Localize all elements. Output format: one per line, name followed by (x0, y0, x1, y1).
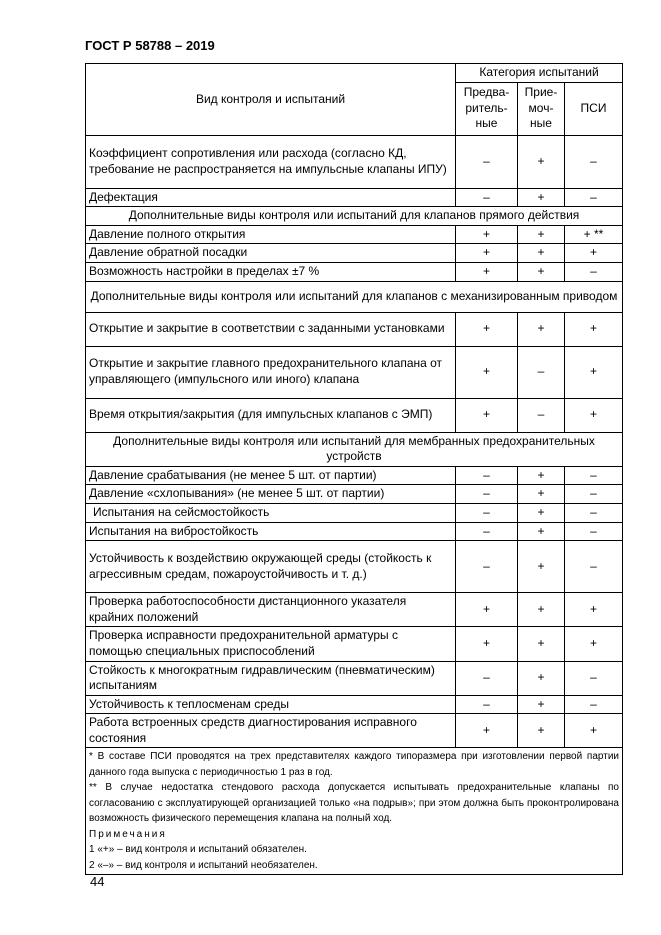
control-type-cell: Дефектация (86, 188, 456, 207)
acceptance-value-cell: + (518, 541, 565, 593)
acceptance-value-cell: + (518, 466, 565, 485)
psi-value-cell: – (565, 541, 623, 593)
control-type-cell: Проверка работоспособности дистанционного указателя крайних положений (86, 593, 456, 627)
table-row (86, 262, 623, 281)
psi-value-cell: + ** (565, 225, 623, 244)
section-header-row (86, 281, 623, 312)
acceptance-value-cell: + (518, 485, 565, 504)
psi-value-cell: + (565, 714, 623, 748)
psi-value-cell: – (565, 503, 623, 522)
control-type-cell: Время открытия/закрытия (для импульсных клапанов с ЭМП) (86, 398, 456, 432)
acceptance-value-cell: + (518, 262, 565, 281)
section-title: Дополнительные виды контроля или испытаний для клапанов прямого действия (86, 207, 623, 226)
section-header-row (86, 432, 623, 466)
preliminary-value-cell: + (456, 262, 518, 281)
control-type-cell: Открытие и закрытие главного предохранительного клапана от управляющего (импульсного или иного) клапана (86, 346, 456, 398)
header-row-1 (86, 64, 623, 83)
acceptance-value-cell: + (518, 503, 565, 522)
table-row (86, 188, 623, 207)
control-type-cell: Испытания на сейсмостойкость (86, 503, 456, 522)
acceptance-value-cell: + (518, 225, 565, 244)
table-row (86, 225, 623, 244)
preliminary-value-cell: + (456, 627, 518, 661)
preliminary-value-cell: – (456, 135, 518, 188)
column-group-header-category: Категория испытаний (456, 64, 623, 83)
preliminary-value-cell: + (456, 714, 518, 748)
psi-value-cell: – (565, 466, 623, 485)
table-row (86, 135, 623, 188)
preliminary-value-cell: – (456, 661, 518, 695)
preliminary-value-cell: + (456, 312, 518, 346)
table-row (86, 593, 623, 627)
acceptance-value-cell: + (518, 312, 565, 346)
preliminary-value-cell: + (456, 593, 518, 627)
preliminary-value-cell: + (456, 346, 518, 398)
column-header-preliminary: Предва- ритель- ные (456, 82, 518, 135)
acceptance-value-cell: – (518, 346, 565, 398)
table-row (86, 695, 623, 714)
note-2: 2 «–» – вид контроля и испытаний необязателен. (89, 859, 318, 871)
preliminary-value-cell: – (456, 188, 518, 207)
table-row (86, 627, 623, 661)
test-categories-table (85, 63, 623, 875)
preliminary-value-cell: – (456, 541, 518, 593)
psi-value-cell: + (565, 346, 623, 398)
table-row (86, 398, 623, 432)
psi-value-cell: – (565, 695, 623, 714)
acceptance-value-cell: + (518, 695, 565, 714)
column-header-control-type: Вид контроля и испытаний (86, 64, 456, 136)
acceptance-value-cell: + (518, 661, 565, 695)
preliminary-value-cell: – (456, 485, 518, 504)
psi-value-cell: – (565, 485, 623, 504)
control-type-cell: Коэффициент сопротивления или расхода (согласно КД, требование не распространяется на импульсные клапаны ИПУ) (86, 135, 456, 188)
section-title: Дополнительные виды контроля или испытаний для мембранных предохранительных устройств (86, 432, 623, 466)
control-type-cell: Давление обратной посадки (86, 244, 456, 263)
footnote-double-star: ** В случае недостатка стендового расхода допускается испытывать предохранительные клапаны по согласованию с эксплуатирующей организацией только «на подрыв»; при этом должна быть проконтролирована возможность физического перемещения клапана на полный ход. (89, 782, 619, 825)
psi-value-cell: – (565, 188, 623, 207)
notes-title: Примечания (89, 828, 167, 840)
acceptance-value-cell: + (518, 244, 565, 263)
psi-value-cell: + (565, 593, 623, 627)
psi-value-cell: + (565, 312, 623, 346)
control-type-cell: Открытие и закрытие в соответствии с заданными установками (86, 312, 456, 346)
preliminary-value-cell: – (456, 503, 518, 522)
control-type-cell: Возможность настройки в пределах ±7 % (86, 262, 456, 281)
psi-value-cell: – (565, 661, 623, 695)
preliminary-value-cell: – (456, 695, 518, 714)
control-type-cell: Работа встроенных средств диагностирования исправного состояния (86, 714, 456, 748)
preliminary-value-cell: + (456, 244, 518, 263)
psi-value-cell: – (565, 522, 623, 541)
notes-row (86, 748, 623, 875)
column-header-psi: ПСИ (565, 82, 623, 135)
control-type-cell: Устойчивость к теплосменам среды (86, 695, 456, 714)
table-row (86, 485, 623, 504)
preliminary-value-cell: – (456, 466, 518, 485)
table-row (86, 312, 623, 346)
control-type-cell: Давление срабатывания (не менее 5 шт. от партии) (86, 466, 456, 485)
document-header: ГОСТ Р 58788 – 2019 (85, 38, 215, 53)
table-row (86, 503, 623, 522)
table-row (86, 346, 623, 398)
acceptance-value-cell: – (518, 398, 565, 432)
control-type-cell: Стойкость к многократным гидравлическим (пневматическим) испытаниям (86, 661, 456, 695)
psi-value-cell: + (565, 398, 623, 432)
control-type-cell: Устойчивость к воздействию окружающей среды (стойкость к агрессивным средам, пожароустойчивость и т. д.) (86, 541, 456, 593)
control-type-cell: Давление полного открытия (86, 225, 456, 244)
table-row (86, 661, 623, 695)
acceptance-value-cell: + (518, 593, 565, 627)
psi-value-cell: – (565, 135, 623, 188)
section-header-row (86, 207, 623, 226)
note-1: 1 «+» – вид контроля и испытаний обязателен. (89, 844, 307, 856)
preliminary-value-cell: + (456, 398, 518, 432)
section-title: Дополнительные виды контроля или испытаний для клапанов с механизированным приводом (86, 281, 623, 312)
acceptance-value-cell: + (518, 714, 565, 748)
control-type-cell: Давление «схлопывания» (не менее 5 шт. от партии) (86, 485, 456, 504)
acceptance-value-cell: + (518, 135, 565, 188)
psi-value-cell: + (565, 244, 623, 263)
table-row (86, 522, 623, 541)
acceptance-value-cell: + (518, 627, 565, 661)
table-row (86, 466, 623, 485)
table-notes (86, 748, 623, 875)
psi-value-cell: + (565, 627, 623, 661)
table-row (86, 244, 623, 263)
table-row (86, 541, 623, 593)
column-header-acceptance: Прие- моч- ные (518, 82, 565, 135)
psi-value-cell: – (565, 262, 623, 281)
page-number: 44 (90, 874, 105, 889)
control-type-cell: Проверка исправности предохранительной арматуры с помощью специальных приспособлений (86, 627, 456, 661)
preliminary-value-cell: + (456, 225, 518, 244)
footnote-single-star: * В составе ПСИ проводятся на трех представителях каждого типоразмера при изготовлении первой партии данного года выпуска с периодичностью 1 раз в год. (89, 751, 619, 778)
control-type-cell: Испытания на вибростойкость (86, 522, 456, 541)
acceptance-value-cell: + (518, 522, 565, 541)
table-row (86, 714, 623, 748)
acceptance-value-cell: + (518, 188, 565, 207)
preliminary-value-cell: – (456, 522, 518, 541)
